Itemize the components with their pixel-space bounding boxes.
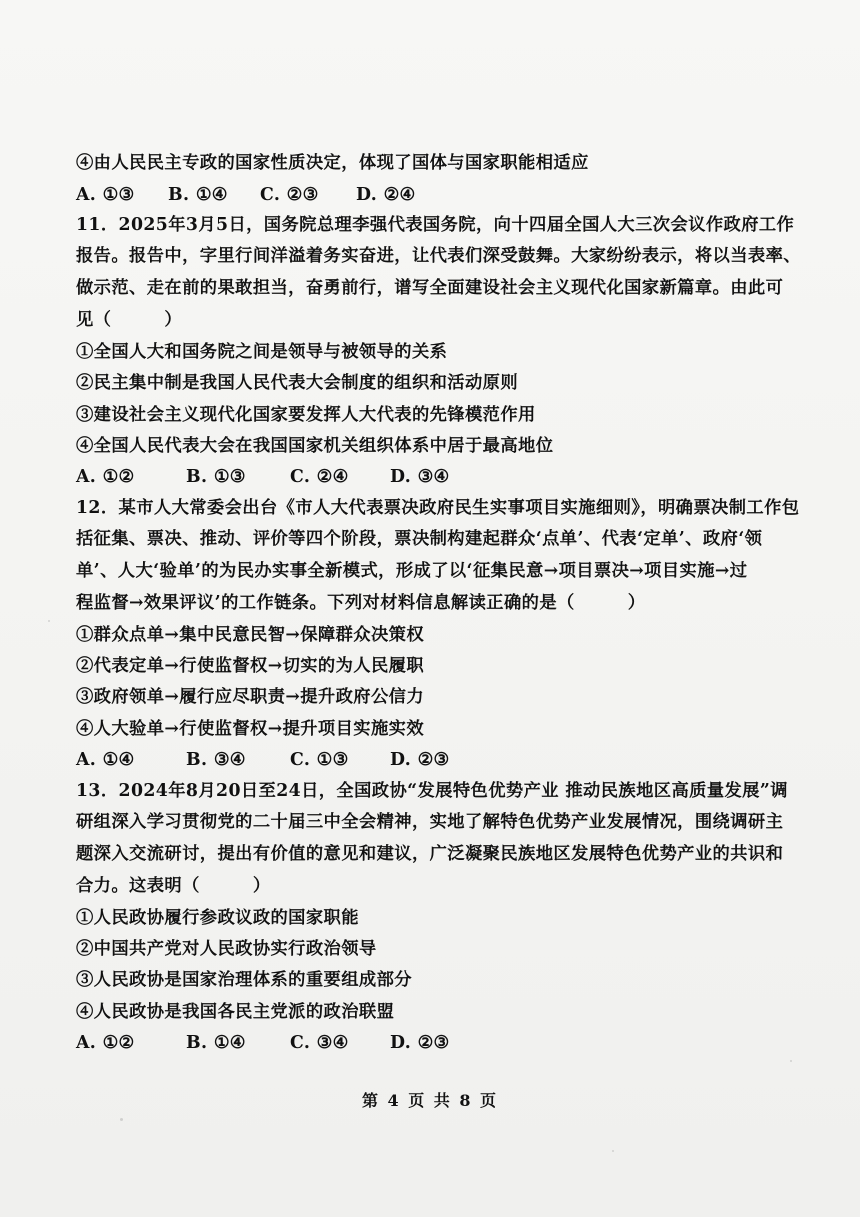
q12-stem-line: 括征集、票决、推动、评价等四个阶段，票决制构建起群众‘点单’、代表‘定单’、政府‘领	[76, 529, 763, 549]
q12-choice-c: C. ①③	[290, 750, 349, 770]
q10-answer-choices	[76, 184, 415, 206]
q13-option-3: ③人民政协是国家治理体系的重要组成部分	[76, 970, 412, 990]
q10-choice-b: B. ①④	[168, 185, 228, 205]
q11-stem-line: 见（ ）	[76, 310, 183, 330]
scan-speck	[48, 620, 50, 622]
q12-choice-d: D. ②③	[390, 750, 450, 770]
q13-choice-b: B. ①④	[186, 1033, 246, 1053]
q11-stem-line: 11．2025年3月5日，国务院总理李强代表国务院，向十四届全国人大三次会议作政府工作	[76, 215, 795, 235]
q10-choice-d: D. ②④	[356, 185, 416, 205]
q13-stem-line: 研组深入学习贯彻党的二十届三中全会精神，实地了解特色优势产业发展情况，围绕调研主	[76, 812, 784, 832]
q11-option-4: ④全国人民代表大会在我国国家机关组织体系中居于最高地位	[76, 436, 554, 456]
q11-answer-choices	[76, 466, 449, 488]
q12-stem-line: 程监督→效果评议’的工作链条。下列对材料信息解读正确的是（ ）	[76, 593, 646, 613]
q10-option-4: ④由人民民主专政的国家性质决定，体现了国体与国家职能相适应	[76, 153, 589, 173]
q11-choice-a: A. ①②	[76, 467, 135, 487]
q13-stem-line: 题深入交流研讨，提出有价值的意见和建议，广泛凝聚民族地区发展特色优势产业的共识和	[76, 844, 784, 864]
q11-stem-line: 做示范、走在前的果敢担当，奋勇前行，谱写全面建设社会主义现代化国家新篇章。由此可	[76, 278, 784, 298]
q13-choice-c: C. ③④	[290, 1033, 349, 1053]
q11-choice-b: B. ①③	[186, 467, 246, 487]
q12-option-4: ④人大验单→行使监督权→提升项目实施实效	[76, 719, 425, 739]
q13-option-4: ④人民政协是我国各民主党派的政治联盟	[76, 1002, 395, 1022]
q12-option-1: ①群众点单→集中民意民智→保障群众决策权	[76, 625, 425, 645]
q11-option-2: ②民主集中制是我国人民代表大会制度的组织和活动原则	[76, 373, 519, 393]
q13-answer-choices	[76, 1032, 449, 1054]
q11-option-1: ①全国人大和国务院之间是领导与被领导的关系	[76, 342, 448, 362]
q11-stem-line: 报告。报告中，字里行间洋溢着务实奋进，让代表们深受鼓舞。大家纷纷表示，将以当表率、	[76, 246, 801, 266]
q13-choice-d: D. ②③	[390, 1033, 450, 1053]
q12-stem-line: 单’、人大‘验单’的为民办实事全新模式，形成了以‘征集民意→项目票决→项目实施→过	[76, 561, 748, 581]
scan-speck	[612, 1150, 614, 1152]
q12-answer-choices	[76, 749, 449, 771]
q12-option-3: ③政府领单→履行应尽职责→提升政府公信力	[76, 687, 425, 707]
q12-choice-a: A. ①④	[76, 750, 135, 770]
q13-option-2: ②中国共产党对人民政协实行政治领导	[76, 939, 377, 959]
q12-choice-b: B. ③④	[186, 750, 246, 770]
q11-option-3: ③建设社会主义现代化国家要发挥人大代表的先锋模范作用	[76, 405, 536, 425]
q10-choice-a: A. ①③	[76, 185, 135, 205]
q13-stem-line: 13．2024年8月20日至24日，全国政协“发展特色优势产业 推动民族地区高质量发展”调	[76, 781, 788, 801]
scan-speck	[120, 1118, 123, 1121]
scan-speck	[790, 1060, 792, 1062]
q13-option-1: ①人民政协履行参政议政的国家职能	[76, 908, 359, 928]
page-number: 第 4 页 共 8 页	[361, 1091, 499, 1110]
q11-choice-c: C. ②④	[290, 467, 349, 487]
q12-option-2: ②代表定单→行使监督权→切实的为人民履职	[76, 656, 425, 676]
q10-choice-c: C. ②③	[260, 185, 319, 205]
q12-stem-line: 12．某市人大常委会出台《市人大代表票决政府民生实事项目实施细则》，明确票决制工作包	[76, 498, 800, 518]
q11-choice-d: D. ③④	[390, 467, 450, 487]
q13-choice-a: A. ①②	[76, 1033, 135, 1053]
q13-stem-line: 合力。这表明（ ）	[76, 876, 271, 896]
